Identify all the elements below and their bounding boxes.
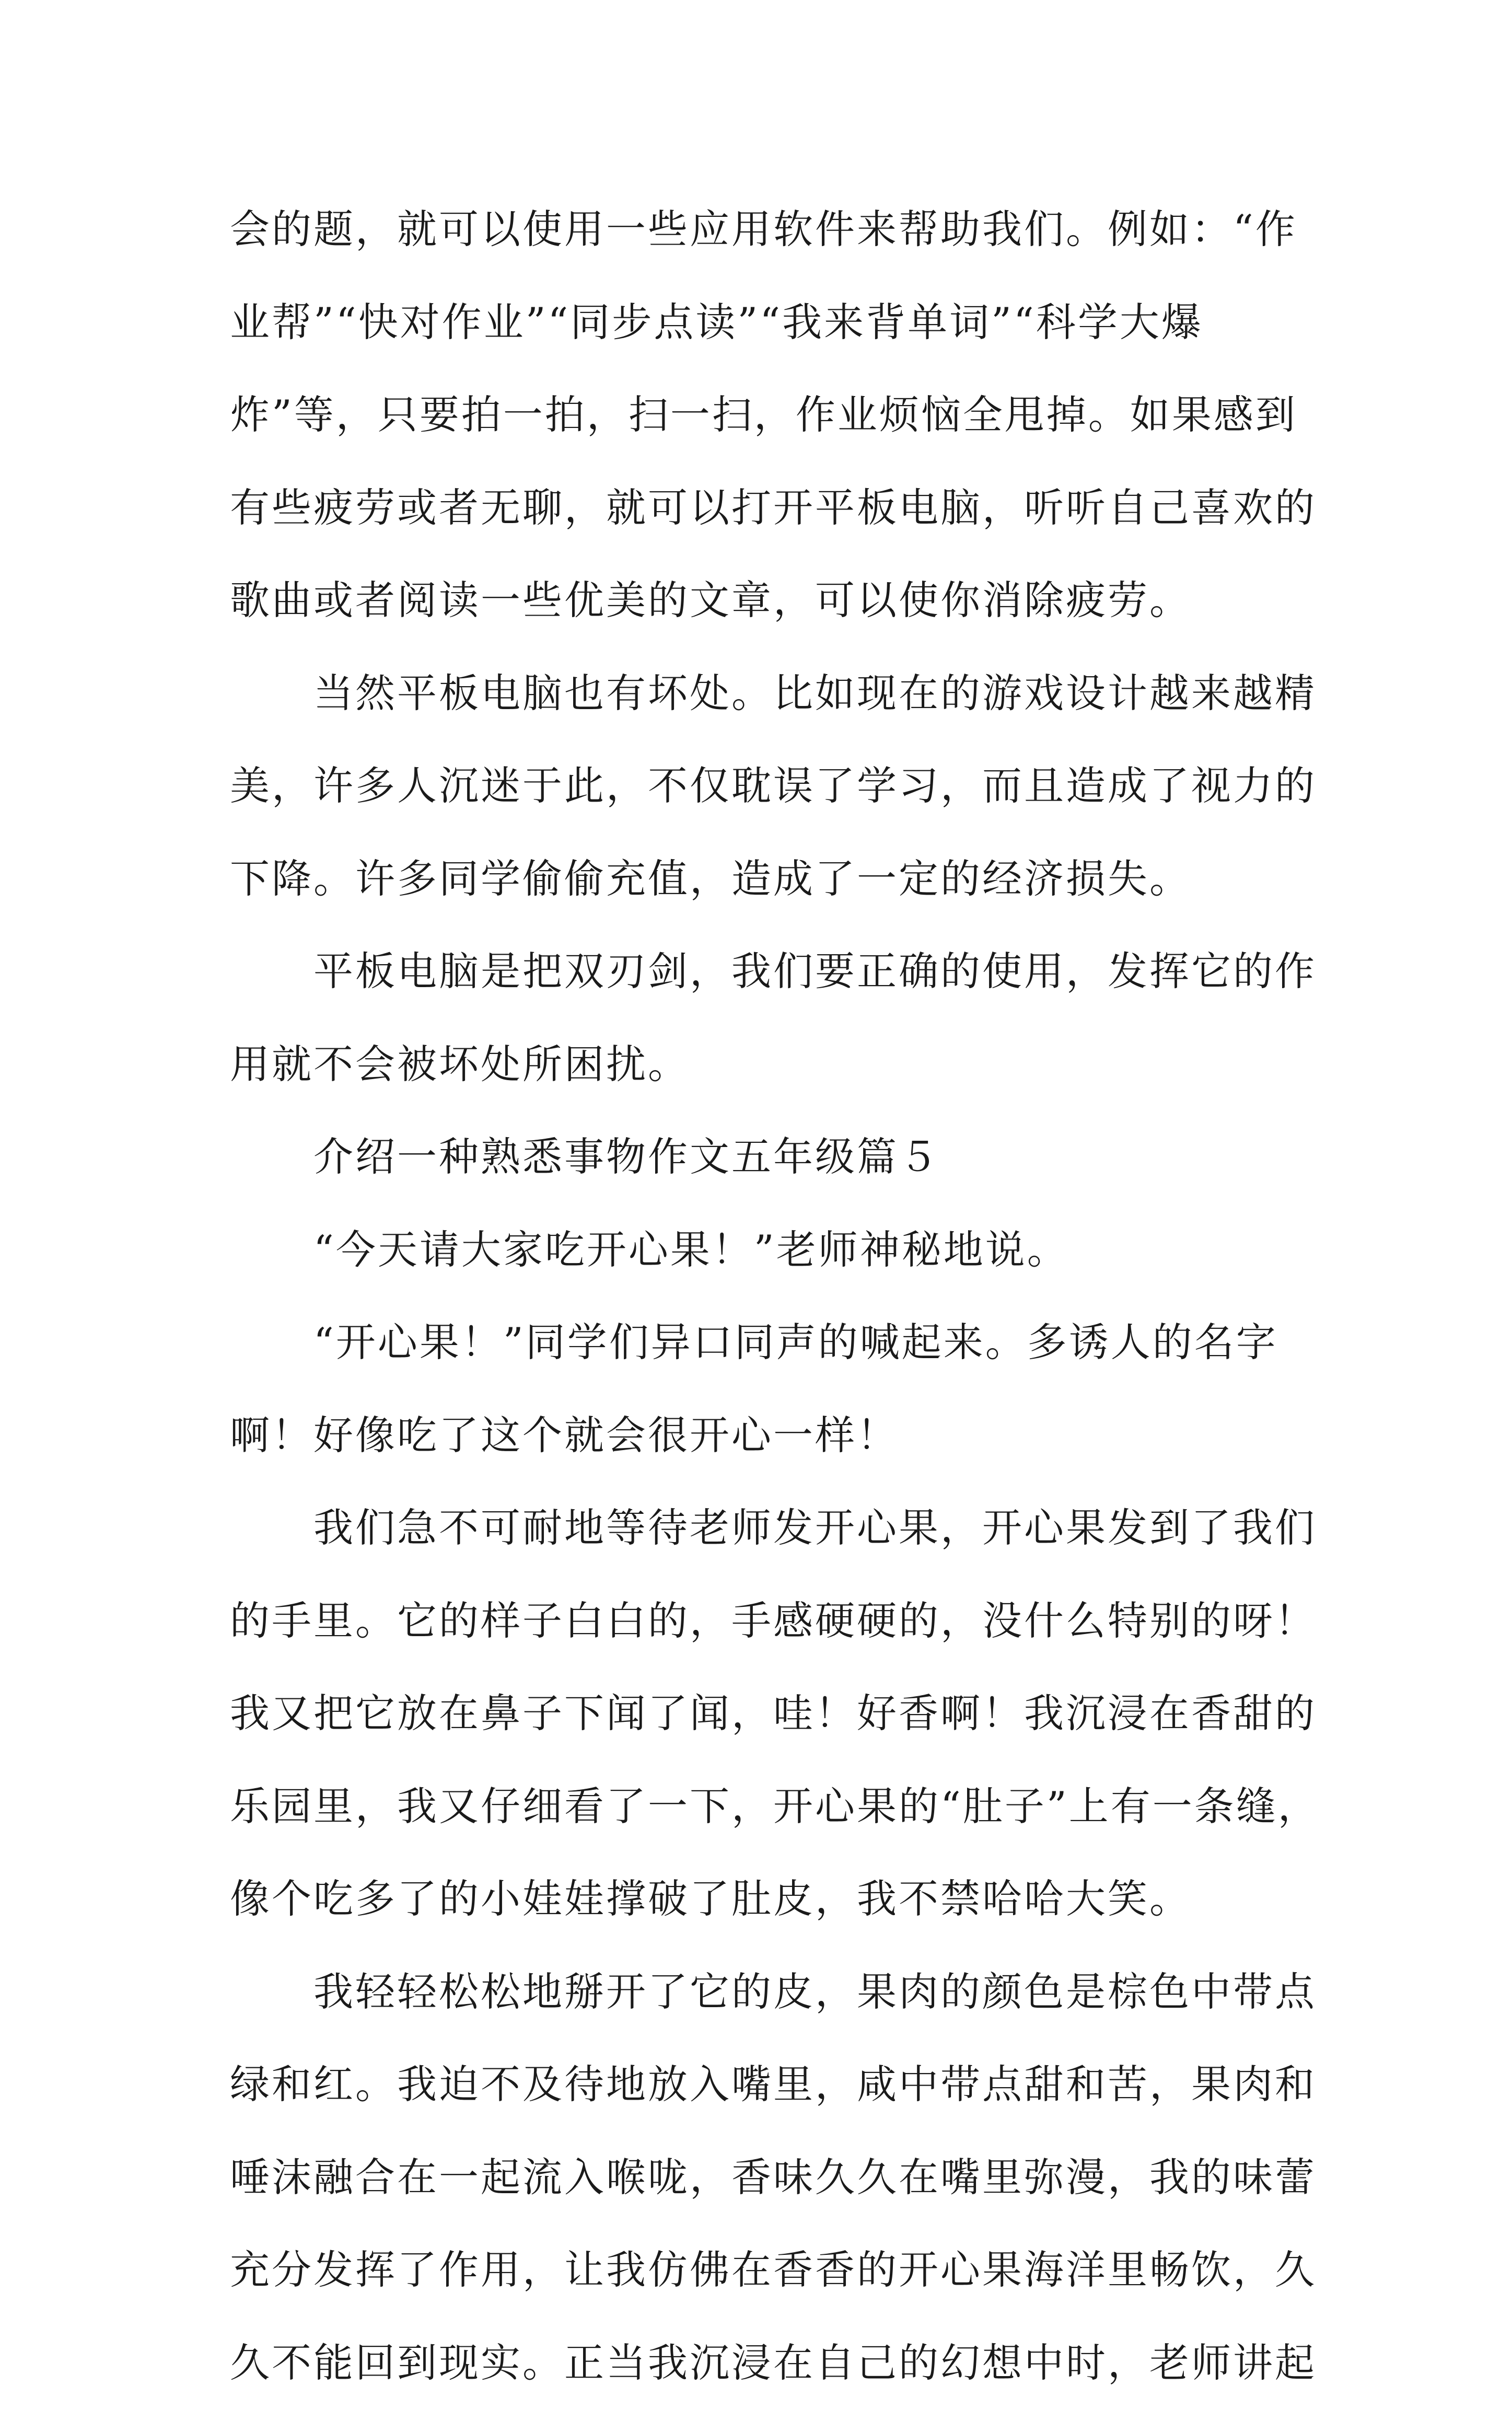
text-line: “开心果！”同学们异口同声的喊起来。多诱人的名字 bbox=[230, 1296, 1301, 1389]
text-line: 歌曲或者阅读一些优美的文章，可以使你消除疲劳。 bbox=[230, 554, 1301, 647]
text-line: 我们急不可耐地等待老师发开心果，开心果发到了我们 bbox=[230, 1481, 1301, 1574]
text-line: 用就不会被坏处所困扰。 bbox=[230, 1018, 1301, 1111]
text-line: 的手里。它的样子白白的，手感硬硬的，没什么特别的呀！ bbox=[230, 1574, 1301, 1667]
text-line: 有些疲劳或者无聊，就可以打开平板电脑，听听自己喜欢的 bbox=[230, 461, 1301, 554]
text-line: 啊！好像吃了这个就会很开心一样！ bbox=[230, 1389, 1301, 1482]
text-line: 久不能回到现实。正当我沉浸在自己的幻想中时，老师讲起 bbox=[230, 2317, 1301, 2409]
text-line: 我又把它放在鼻子下闻了闻，哇！好香啊！我沉浸在香甜的 bbox=[230, 1667, 1301, 1760]
text-line: 像个吃多了的小娃娃撑破了肚皮，我不禁哈哈大笑。 bbox=[230, 1852, 1301, 1945]
text-line: 乐园里，我又仔细看了一下，开心果的“肚子”上有一条缝， bbox=[230, 1760, 1301, 1853]
text-line: 美，许多人沉迷于此，不仅耽误了学习，而且造成了视力的 bbox=[230, 739, 1301, 832]
text-line: “今天请大家吃开心果！”老师神秘地说。 bbox=[230, 1203, 1301, 1296]
text-line: 下降。许多同学偷偷充值，造成了一定的经济损失。 bbox=[230, 832, 1301, 925]
text-line: 当然平板电脑也有坏处。比如现在的游戏设计越来越精 bbox=[230, 647, 1301, 740]
text-line: 业帮”“快对作业”“同步点读”“我来背单词”“科学大爆 bbox=[230, 276, 1301, 369]
text-line: 唾沫融合在一起流入喉咙，香味久久在嘴里弥漫，我的味蕾 bbox=[230, 2131, 1301, 2224]
text-line: 会的题，就可以使用一些应用软件来帮助我们。例如：“作 bbox=[230, 183, 1301, 276]
text-line: 充分发挥了作用，让我仿佛在香香的开心果海洋里畅饮，久 bbox=[230, 2223, 1301, 2317]
text-line: 炸”等，只要拍一拍，扫一扫，作业烦恼全甩掉。如果感到 bbox=[230, 368, 1301, 461]
essay-text-block bbox=[230, 183, 1301, 2409]
section-heading: 介绍一种熟悉事物作文五年级篇５ bbox=[230, 1110, 1301, 1203]
text-line: 我轻轻松松地掰开了它的皮，果肉的颜色是棕色中带点 bbox=[230, 1945, 1301, 2039]
text-line: 平板电脑是把双刃剑，我们要正确的使用，发挥它的作 bbox=[230, 925, 1301, 1018]
text-line: 绿和红。我迫不及待地放入嘴里，咸中带点甜和苦，果肉和 bbox=[230, 2038, 1301, 2131]
